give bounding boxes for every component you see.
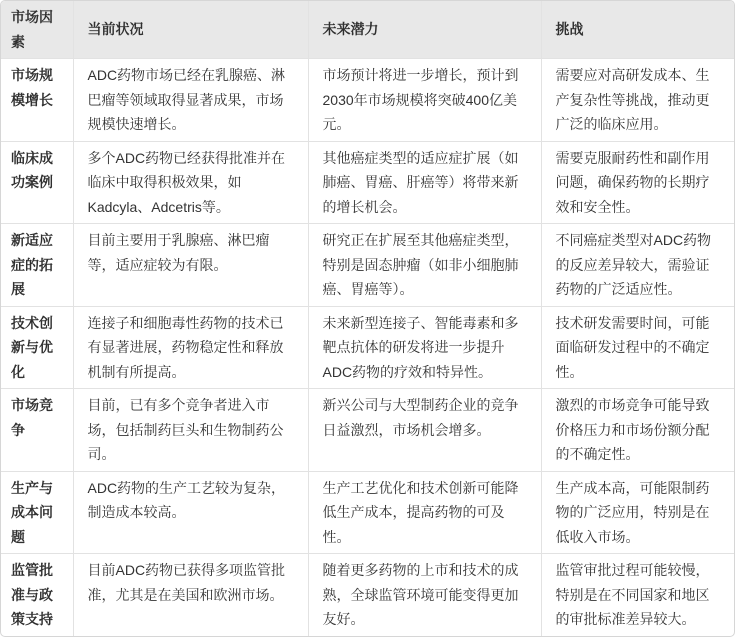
table-header [1,1,734,59]
col-header-future: 未来潜力 [308,1,541,59]
cell-challenge: 激烈的市场竞争可能导致价格压力和市场份额分配的不确定性。 [541,389,734,472]
table-row [1,59,734,142]
cell-future: 研究正在扩展至其他癌症类型，特别是固态肿瘤（如非小细胞肺癌、胃癌等）。 [308,224,541,307]
col-header-current: 当前状况 [73,1,308,59]
cell-current: 目前主要用于乳腺癌、淋巴瘤等，适应症较为有限。 [73,224,308,307]
cell-current: 多个ADC药物已经获得批准并在临床中取得积极效果，如Kadcyla、Adcetris等。 [73,141,308,224]
row-factor-label: 技术创新与优化 [1,306,73,389]
cell-future: 随着更多药物的上市和技术的成熟，全球监管环境可能变得更加友好。 [308,554,541,636]
cell-future: 生产工艺优化和技术创新可能降低生产成本，提高药物的可及性。 [308,471,541,554]
cell-challenge: 技术研发需要时间，可能面临研发过程中的不确定性。 [541,306,734,389]
cell-challenge: 生产成本高，可能限制药物的广泛应用，特别是在低收入市场。 [541,471,734,554]
table-row [1,389,734,472]
cell-current: 目前ADC药物已获得多项监管批准，尤其是在美国和欧洲市场。 [73,554,308,636]
cell-challenge: 监管审批过程可能较慢，特别是在不同国家和地区的审批标准差异较大。 [555,562,710,627]
cell-current: ADC药物的生产工艺较为复杂，制造成本较高。 [73,471,308,554]
table-body [1,59,734,636]
cell-future: 未来新型连接子、智能毒素和多靶点抗体的研发将进一步提升ADC药物的疗效和特异性。 [308,306,541,389]
row-factor-label: 生产与成本问题 [1,471,73,554]
col-header-challenge: 挑战 [541,1,734,59]
table-row [1,224,734,307]
cell-challenge: 需要应对高研发成本、生产复杂性等挑战，推动更广泛的临床应用。 [541,59,734,142]
col-header-factor: 市场因素 [1,1,73,59]
row-factor-label: 新适应症的拓展 [1,224,73,307]
row-factor-label: 市场规模增长 [1,59,73,142]
market-factors-table-grid [1,1,734,636]
cell-challenge: 不同癌症类型对ADC药物的反应差异较大，需验证药物的广泛适应性。 [541,224,734,307]
cell-future: 新兴公司与大型制药企业的竞争日益激烈，市场机会增多。 [308,389,541,472]
cell-current: 目前，已有多个竞争者进入市场，包括制药巨头和生物制药公司。 [73,389,308,472]
row-factor-label: 市场竞争 [1,389,73,472]
cell-current: ADC药物市场已经在乳腺癌、淋巴瘤等领域取得显著成果，市场规模快速增长。 [73,59,308,142]
table-row [1,554,734,636]
cell-current: 连接子和细胞毒性药物的技术已有显著进展，药物稳定性和释放机制有所提高。 [73,306,308,389]
header-row [1,1,734,59]
table-row [1,141,734,224]
table-row [1,306,734,389]
row-factor-label: 监管批准与政策支持 [1,554,73,636]
cell-future: 其他癌症类型的适应症扩展（如肺癌、胃癌、肝癌等）将带来新的增长机会。 [308,141,541,224]
cell-future: 市场预计将进一步增长，预计到2030年市场规模将突破400亿美元。 [308,59,541,142]
table-row [1,471,734,554]
cell-challenge: 需要克服耐药性和副作用问题，确保药物的长期疗效和安全性。 [541,141,734,224]
row-factor-label: 临床成功案例 [1,141,73,224]
